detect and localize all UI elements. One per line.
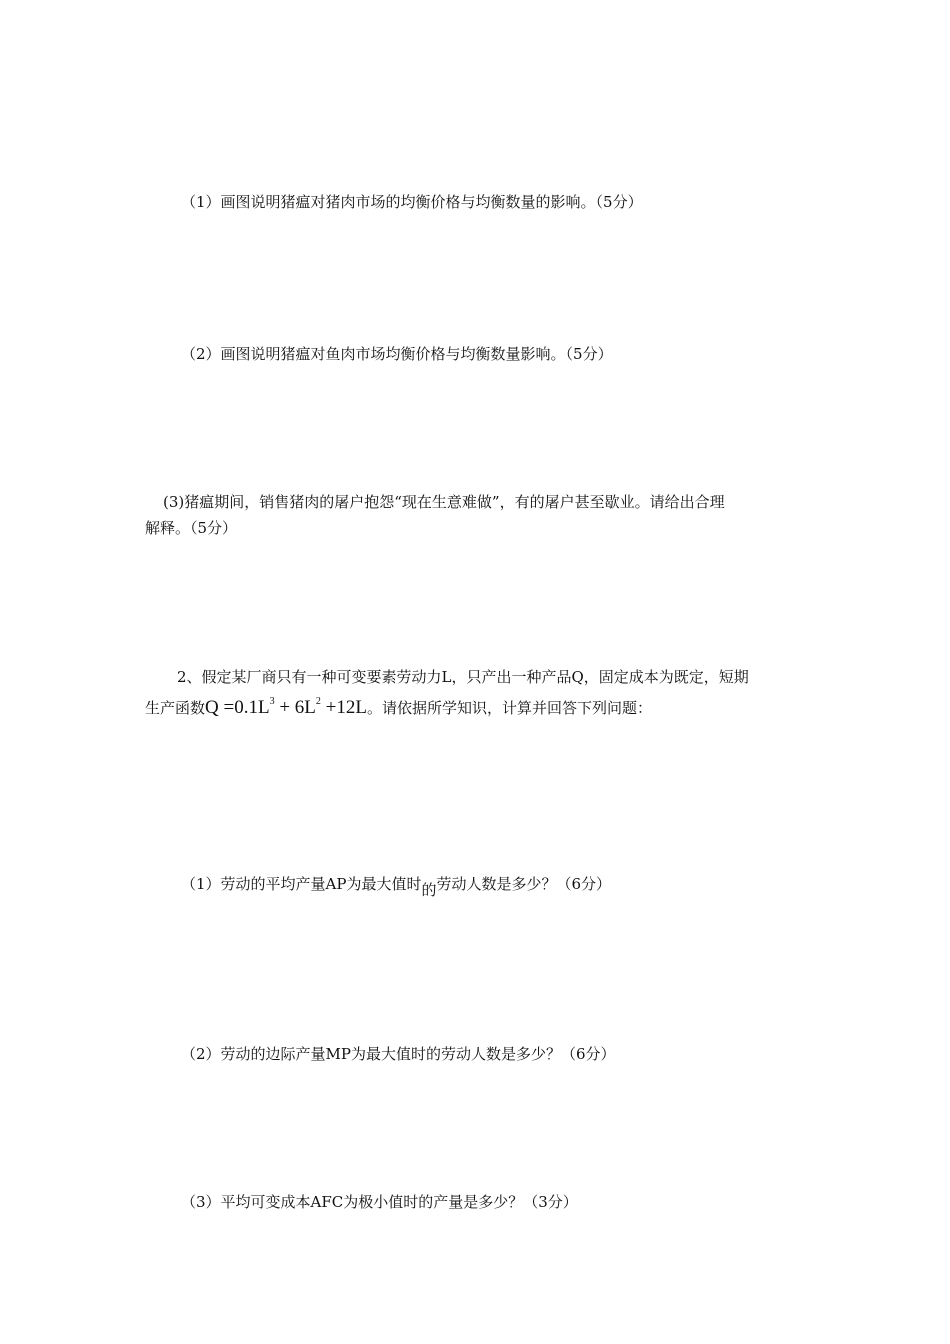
production-function-formula: $Q =0.1L^3 + 6L^2 +12L$ <box>205 696 367 718</box>
question-2-part-2: （2）劳动的边际产量MP为最大值时的劳动人数是多少？（6分） <box>181 1045 616 1063</box>
production-function-label: 生产函数 <box>145 699 206 717</box>
formula-suffix-text: 。请依据所学知识，计算并回答下列问题： <box>366 699 652 717</box>
question-1-part-2: （2）画图说明猪瘟对鱼肉市场均衡价格与均衡数量影响。（5分） <box>181 345 613 363</box>
question-2-intro-line-2 <box>145 697 652 719</box>
question-2-part-1: （1）劳动的平均产量AP为最大值时的劳动人数是多少？（6分） <box>181 875 612 899</box>
question-2-part-3: （3）平均可变成本AFC为极小值时的产量是多少？（3分） <box>181 1193 578 1211</box>
question-1-part-3-line-1: (3)猪瘟期间，销售猪肉的屠户抱怨“现在生意难做”，有的屠户甚至歇业。请给出合理 <box>163 493 725 511</box>
question-1-part-1: （1）画图说明猪瘟对猪肉市场的均衡价格与均衡数量的影响。（5分） <box>181 193 643 211</box>
question-1-part-3-line-2: 解释。（5分） <box>145 519 238 537</box>
question-2-intro-line-1: 2、假定某厂商只有一种可变要素劳动力L，只产出一种产品Q，固定成本为既定，短期 <box>177 668 749 686</box>
